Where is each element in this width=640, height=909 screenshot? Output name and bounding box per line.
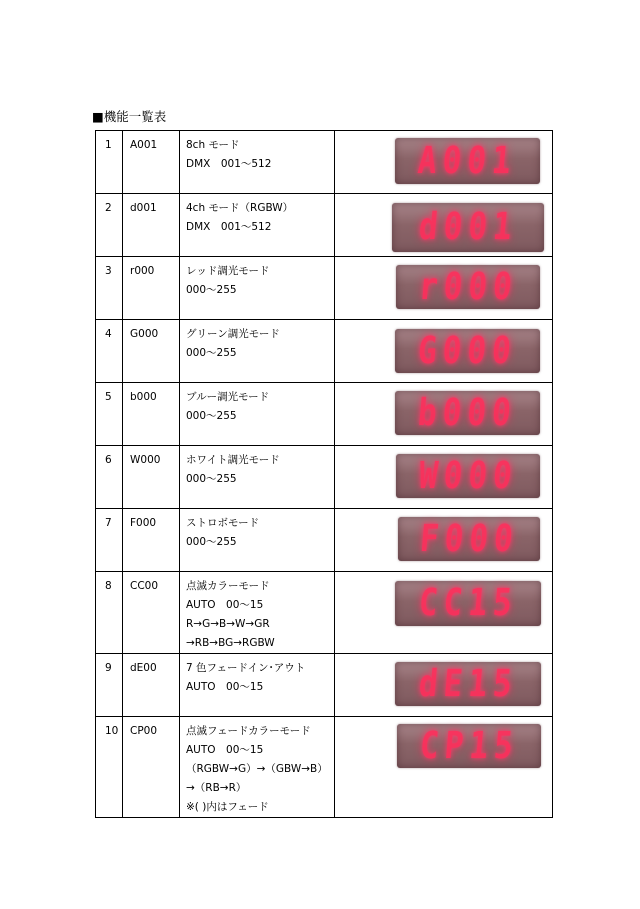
mode-code: G000 (130, 328, 159, 340)
row-number: 2 (105, 202, 112, 214)
row-number-cell (96, 717, 123, 818)
mode-code-cell (123, 654, 180, 717)
description-line: AUTO 00～15 (186, 681, 264, 693)
led-display-image (397, 724, 541, 768)
row-number: 5 (105, 391, 112, 403)
description-line: 000～255 (186, 473, 237, 485)
led-display-image (398, 517, 540, 561)
table-row (96, 717, 553, 818)
mode-code-cell (123, 194, 180, 257)
description-cell (180, 509, 335, 572)
mode-code-cell (123, 717, 180, 818)
description-line: ブルー調光モード (186, 391, 270, 403)
row-number: 10 (105, 725, 119, 737)
display-photo-cell (335, 717, 553, 818)
row-number-cell (96, 131, 123, 194)
row-number-cell (96, 446, 123, 509)
description-cell (180, 446, 335, 509)
led-display-image (396, 265, 540, 309)
description-line: 点滅フェードカラーモード (186, 725, 311, 737)
description-cell (180, 320, 335, 383)
mode-code-cell (123, 257, 180, 320)
led-display-image (395, 138, 540, 184)
led-display-image (395, 662, 541, 706)
display-photo-cell (335, 320, 553, 383)
table-row (96, 194, 553, 257)
mode-code-cell (123, 383, 180, 446)
display-photo-cell (335, 446, 553, 509)
led-display-readout: CC15 (416, 581, 520, 625)
table-row (96, 383, 553, 446)
mode-code-cell (123, 320, 180, 383)
function-table (95, 130, 553, 818)
description-line: AUTO 00～15 (186, 744, 264, 756)
description-line: 000～255 (186, 536, 237, 548)
led-display-image (395, 391, 540, 435)
description-line: R→G→B→W→GR (186, 618, 270, 630)
description-line: 7 色フェードイン･アウト (186, 662, 306, 674)
mode-code-cell (123, 131, 180, 194)
description-line: ホワイト調光モード (186, 454, 280, 466)
description-line: 000～255 (186, 410, 237, 422)
led-display-readout: W000 (416, 453, 520, 497)
description-line: DMX 001～512 (186, 221, 272, 233)
led-display-image (395, 329, 540, 373)
row-number-cell (96, 320, 123, 383)
table-row (96, 509, 553, 572)
table-row (96, 654, 553, 717)
description-cell (180, 194, 335, 257)
mode-code: b000 (130, 391, 157, 403)
display-photo-cell (335, 572, 553, 654)
description-line: ※( )内はフェード (186, 801, 269, 813)
mode-code: CC00 (130, 580, 159, 592)
display-photo-cell (335, 654, 553, 717)
mode-code-cell (123, 572, 180, 654)
table-row (96, 257, 553, 320)
row-number: 7 (105, 517, 112, 529)
led-display-image (396, 454, 540, 498)
row-number: 1 (105, 139, 112, 151)
row-number: 3 (105, 265, 112, 277)
description-line: →（RB→R） (186, 782, 247, 794)
led-display-readout: d001 (416, 205, 520, 249)
mode-code: r000 (130, 265, 155, 277)
description-cell (180, 383, 335, 446)
description-line: 点滅カラーモード (186, 580, 270, 592)
description-line: レッド調光モード (186, 265, 270, 277)
display-photo-cell (335, 131, 553, 194)
led-display-readout: CP15 (417, 723, 521, 767)
led-display-readout: F000 (417, 516, 521, 560)
row-number: 8 (105, 580, 112, 592)
display-photo-cell (335, 509, 553, 572)
mode-code: dE00 (130, 662, 157, 674)
mode-code-cell (123, 446, 180, 509)
display-photo-cell (335, 383, 553, 446)
led-display-image (395, 581, 541, 626)
description-cell (180, 717, 335, 818)
description-line: ストロボモード (186, 517, 260, 529)
led-display-image (392, 203, 544, 252)
description-cell (180, 257, 335, 320)
row-number-cell (96, 383, 123, 446)
mode-code: CP00 (130, 725, 158, 737)
row-number-cell (96, 572, 123, 654)
description-line: （RGBW→G）→（GBW→B） (186, 763, 328, 775)
description-cell (180, 654, 335, 717)
mode-code: W000 (130, 454, 161, 466)
description-line: 000～255 (186, 284, 237, 296)
led-display-readout: r000 (416, 264, 520, 308)
description-cell (180, 572, 335, 654)
description-line: グリーン調光モード (186, 328, 280, 340)
table-row (96, 446, 553, 509)
mode-code: F000 (130, 517, 157, 529)
display-photo-cell (335, 194, 553, 257)
row-number: 4 (105, 328, 112, 340)
row-number: 6 (105, 454, 112, 466)
row-number-cell (96, 194, 123, 257)
description-line: 8ch モード (186, 139, 240, 151)
led-display-readout: A001 (416, 138, 519, 182)
description-cell (180, 131, 335, 194)
table-row (96, 572, 553, 654)
description-line: AUTO 00～15 (186, 599, 264, 611)
row-number-cell (96, 654, 123, 717)
table-row (96, 320, 553, 383)
description-line: 000～255 (186, 347, 237, 359)
table-row (96, 131, 553, 194)
row-number-cell (96, 257, 123, 320)
page-title: ■機能一覧表 (92, 109, 167, 124)
led-display-readout: b000 (416, 390, 519, 434)
display-photo-cell (335, 257, 553, 320)
led-display-readout: G000 (416, 328, 519, 372)
mode-code: d001 (130, 202, 157, 214)
description-line: 4ch モード（RGBW） (186, 202, 294, 214)
led-display-readout: dE15 (416, 661, 520, 705)
mode-code-cell (123, 509, 180, 572)
description-line: →RB→BG→RGBW (186, 637, 275, 649)
row-number: 9 (105, 662, 112, 674)
description-line: DMX 001～512 (186, 158, 272, 170)
mode-code: A001 (130, 139, 158, 151)
row-number-cell (96, 509, 123, 572)
